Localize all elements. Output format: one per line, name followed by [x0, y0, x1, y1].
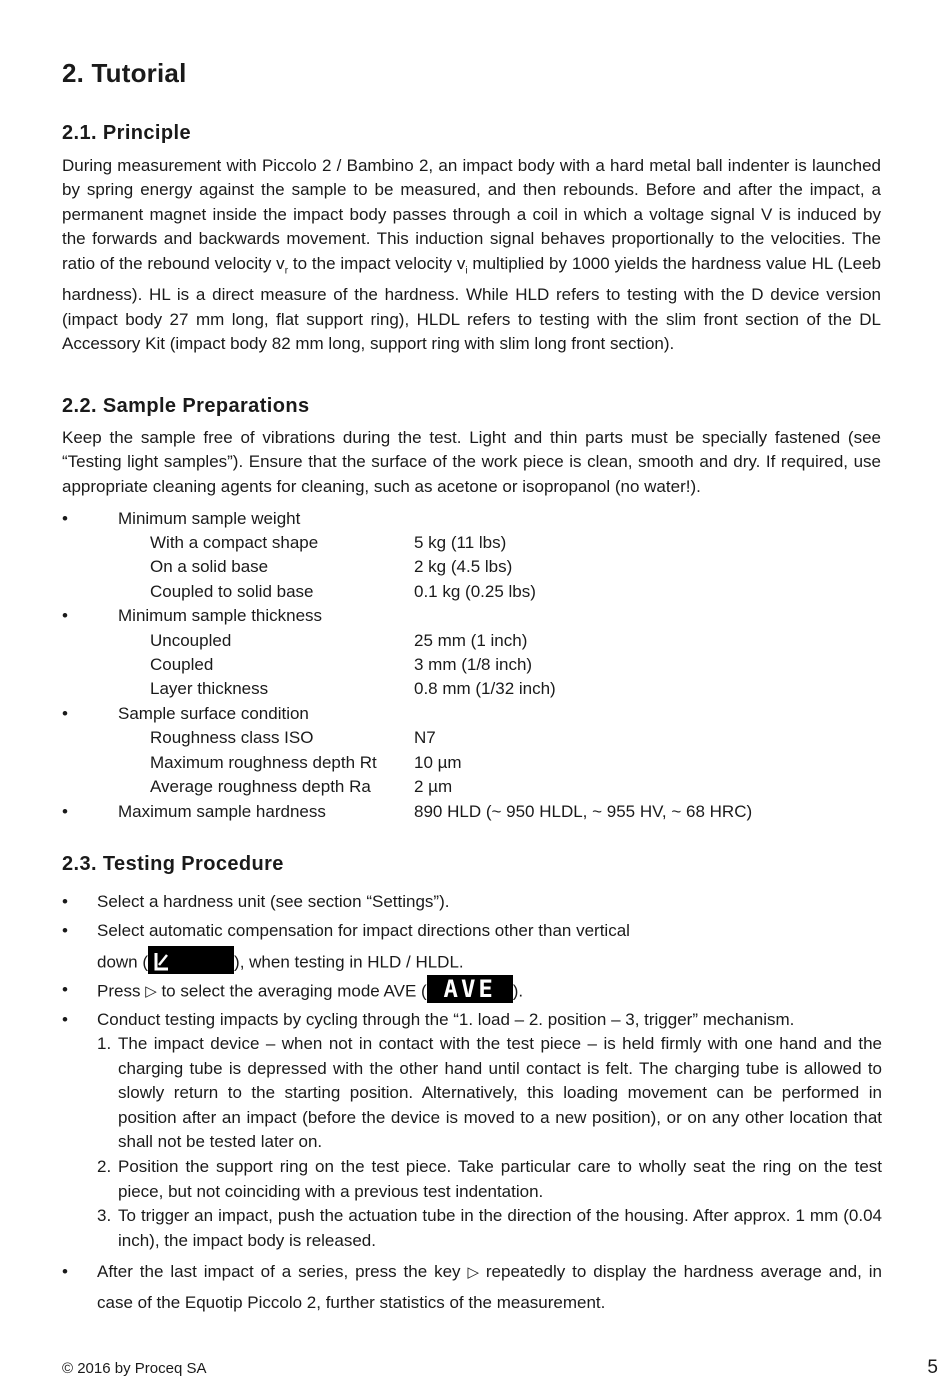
preparations-heading: 2.2. Sample Preparations — [62, 395, 310, 417]
footer-copyright: © 2016 by Proceq SA — [62, 1360, 207, 1377]
right-arrow-key-icon: ▷ — [145, 983, 157, 1001]
bullet: • — [62, 802, 68, 821]
principle-paragraph: During measurement with Piccolo 2 / Bambino 2, an impact body with a hard metal ball indenter is launched by spring energy against the sample to be measured, and then rebounds. Before and after the impact, a permanent magnet inside the impact body passes through a coil in which a voltage signal V is induced by the forwards and backwards movement. This induction signal behaves proportionally to the velocities. The ratio of the rebound velocity $v_r$ to the impact velocity $v_i$ multiplied by 1000 yields the hardness value HL (Leeb hardness). HL is a direct measure of the hardness. While HLD refers to testing with the D device version (impact body 27 mm long, flat support ring), HLDL refers to testing with the slim front section of the DL Accessory Kit (impact body 82 mm long, support ring with slim long front section). — [62, 156, 881, 354]
procedure-heading: 2.3. Testing Procedure — [62, 853, 284, 875]
page-title: 2. Tutorial — [62, 58, 187, 88]
subscript-r: r — [284, 265, 289, 277]
lcd-angle-icon — [148, 946, 234, 974]
lcd-ave-display: AVE — [427, 975, 513, 1003]
right-arrow-key-icon: ▷ — [467, 1264, 479, 1281]
bullet: • — [62, 509, 68, 528]
bullet: • — [62, 606, 68, 625]
bullet: • — [62, 704, 68, 723]
page-number: 5 — [927, 1357, 938, 1378]
procedure-bullet-continuation: down ( ), when testing in HLD / HLDL. — [97, 949, 882, 977]
preparations-intro: Keep the sample free of vibrations during the test. Light and thin parts must be specially fastened (see “Testing light samples”). Ensure that the surface of the work piece is clean, smooth and dry. If required, use appropriate cleaning agents for cleaning, such as acetone or isopropanol (no water!). — [62, 428, 881, 496]
principle-heading: 2.1. Principle — [62, 122, 191, 144]
subscript-i: i — [465, 265, 468, 277]
